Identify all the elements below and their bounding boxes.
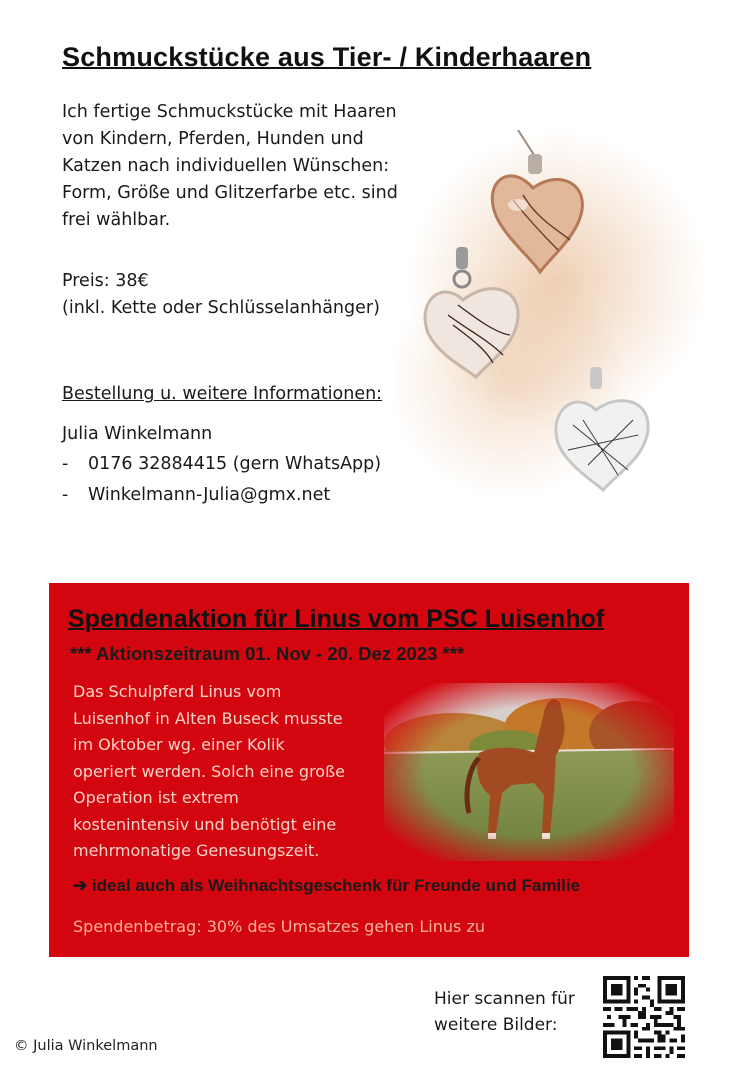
donation-box (49, 583, 689, 957)
donation-text-line: operiert werden. Solch eine große (73, 761, 345, 781)
intro-line: frei wählbar. (62, 210, 171, 230)
heart-pendant-icon (418, 245, 528, 385)
gift-line: ➔ ideal auch als Weihnachtsgeschenk für Freunde und Familie (73, 876, 581, 895)
qr-code[interactable] (603, 976, 685, 1058)
contact-phone: 0176 32884415 (gern WhatsApp) (88, 454, 382, 474)
donation-text-line: Operation ist extrem (73, 788, 239, 807)
contact-name: Julia Winkelmann (62, 424, 213, 444)
intro-line: Ich fertige Schmuckstücke mit Haaren (62, 102, 397, 122)
donation-title: Spendenaktion für Linus vom PSC Luisenhof (68, 605, 605, 633)
list-dash: - (62, 454, 69, 474)
donation-text-line: mehrmonatige Genesungszeit. (73, 841, 320, 860)
price-label: Preis: 38€ (62, 271, 149, 291)
donation-amount: Spendenbetrag: 30% des Umsatzes gehen Linus zu (73, 917, 485, 936)
pendant-illustration (398, 110, 718, 520)
intro-line: von Kindern, Pferden, Hunden und (62, 129, 364, 149)
scan-text-line: Hier scannen für (434, 989, 575, 1009)
donation-text (73, 679, 393, 865)
scan-text-line: weitere Bilder: (434, 1015, 558, 1035)
donation-text-line: Das Schulpferd Linus vom (73, 682, 282, 701)
page-title: Schmuckstücke aus Tier- / Kinderhaaren (62, 42, 592, 72)
donation-text-line: kostenintensiv und benötigt eine (73, 814, 337, 834)
contact-email-item (62, 485, 381, 516)
contact-list (62, 454, 381, 516)
heart-pendant-icon (548, 365, 658, 500)
contact-phone-item (62, 454, 381, 485)
donation-period: *** Aktionszeitraum 01. Nov - 20. Dez 2023 *** (70, 643, 465, 664)
intro-line: Form, Größe und Glitzerfarbe etc. sind (62, 183, 398, 203)
price-block (62, 268, 422, 322)
donation-text-line: im Oktober wg. einer Kolik (73, 735, 285, 754)
order-heading: Bestellung u. weitere Informationen: (62, 384, 383, 404)
copyright: © Julia Winkelmann (14, 1038, 158, 1054)
contact-email: Winkelmann-Julia@gmx.net (88, 485, 331, 505)
donation-text-line: Luisenhof in Alten Buseck musste (73, 708, 343, 728)
price-note: (inkl. Kette oder Schlüsselanhänger) (62, 298, 380, 318)
intro-line: Katzen nach individuellen Wünschen: (62, 156, 390, 176)
list-dash: - (62, 485, 69, 505)
intro-text (62, 99, 422, 234)
scan-text (434, 986, 594, 1038)
horse-photo (384, 683, 674, 861)
